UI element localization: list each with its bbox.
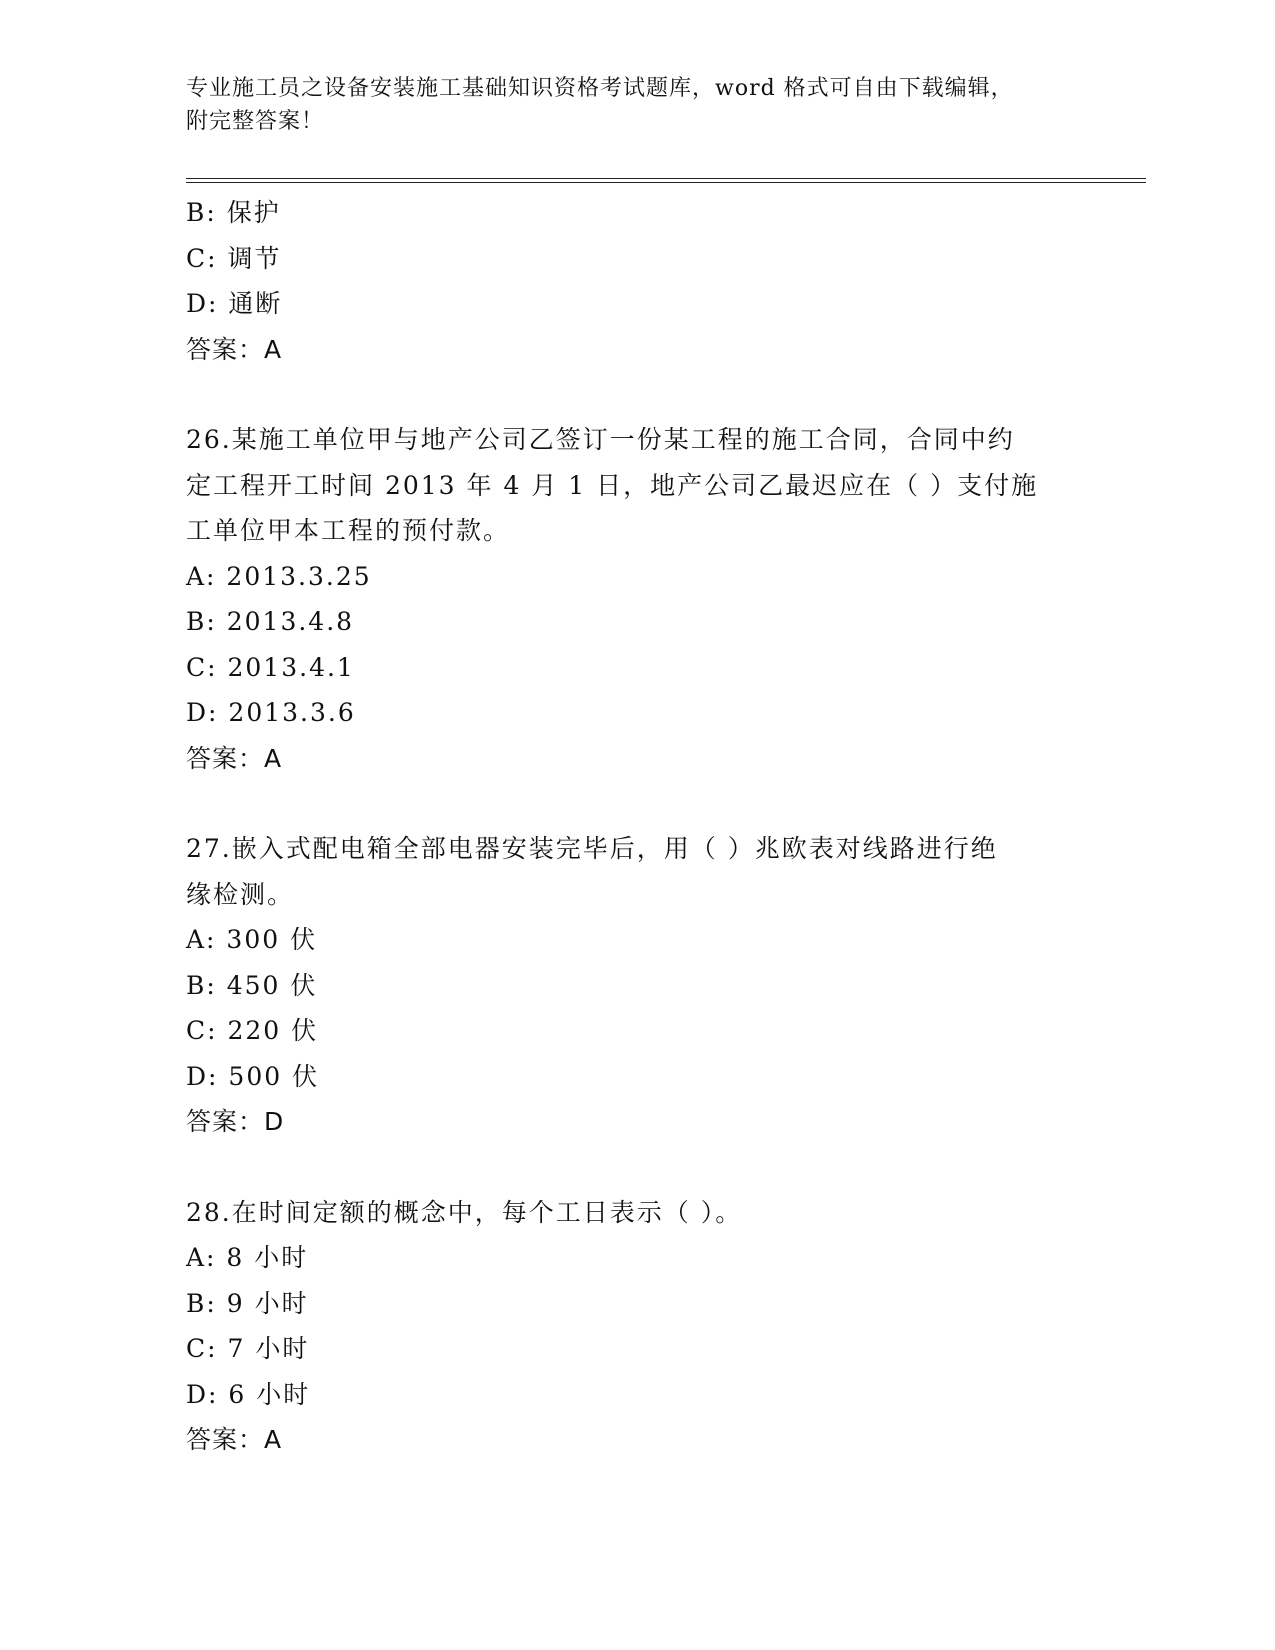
answer-line: 答案：A	[186, 334, 283, 364]
option-a: A: 8 小时	[186, 1243, 309, 1272]
spacer	[186, 781, 1086, 826]
option-d: D: 通断	[186, 289, 283, 318]
question-28	[186, 1190, 1086, 1463]
option-d: D: 500 伏	[186, 1061, 320, 1091]
header-divider-top	[186, 178, 1146, 179]
answer-line: 答案：D	[186, 1107, 285, 1136]
question-text	[186, 826, 1066, 917]
option-b: B: 2013.4.8	[186, 607, 355, 636]
option-c: C: 220 伏	[186, 1016, 319, 1045]
question-text	[186, 1190, 1066, 1236]
question-25-tail	[186, 190, 1086, 372]
question-list	[186, 190, 1086, 1463]
spacer	[186, 1145, 1086, 1190]
page-header	[186, 72, 1086, 138]
header-line-1: 专业施工员之设备安装施工基础知识资格考试题库，word 格式可自由下载编辑，	[186, 76, 1014, 101]
option-b: B: 450 伏	[186, 970, 318, 1000]
question-text	[186, 417, 1066, 554]
header-line-2: 附完整答案！	[186, 109, 325, 134]
question-27	[186, 826, 1086, 1145]
question-line: 定工程开工时间 2013 年 4 月 1 日，地产公司乙最迟应在（ ）支付施	[186, 470, 1039, 500]
question-line: 27.嵌入式配电箱全部电器安装完毕后，用（ ）兆欧表对线路进行绝	[186, 834, 998, 863]
question-line: 28.在时间定额的概念中，每个工日表示（ ）。	[186, 1197, 743, 1227]
answer-line: 答案：A	[186, 1425, 283, 1454]
question-line: 工单位甲本工程的预付款。	[186, 516, 511, 545]
question-line: 缘检测。	[186, 879, 295, 909]
question-26	[186, 417, 1086, 781]
spacer	[186, 372, 1086, 417]
option-d: D: 2013.3.6	[186, 698, 356, 727]
option-a: A: 2013.3.25	[186, 561, 372, 591]
option-d: D: 6 小时	[186, 1379, 311, 1409]
option-c: C: 调节	[186, 243, 282, 273]
answer-line: 答案：A	[186, 743, 283, 773]
option-b: B: 9 小时	[186, 1288, 309, 1318]
question-line: 26.某施工单位甲与地产公司乙签订一份某工程的施工合同，合同中约	[186, 425, 1015, 454]
option-a: A: 300 伏	[186, 925, 318, 954]
header-divider-bottom	[186, 182, 1146, 183]
option-c: C: 2013.4.1	[186, 652, 355, 682]
option-c: C: 7 小时	[186, 1334, 310, 1363]
option-b: B: 保护	[186, 198, 281, 227]
